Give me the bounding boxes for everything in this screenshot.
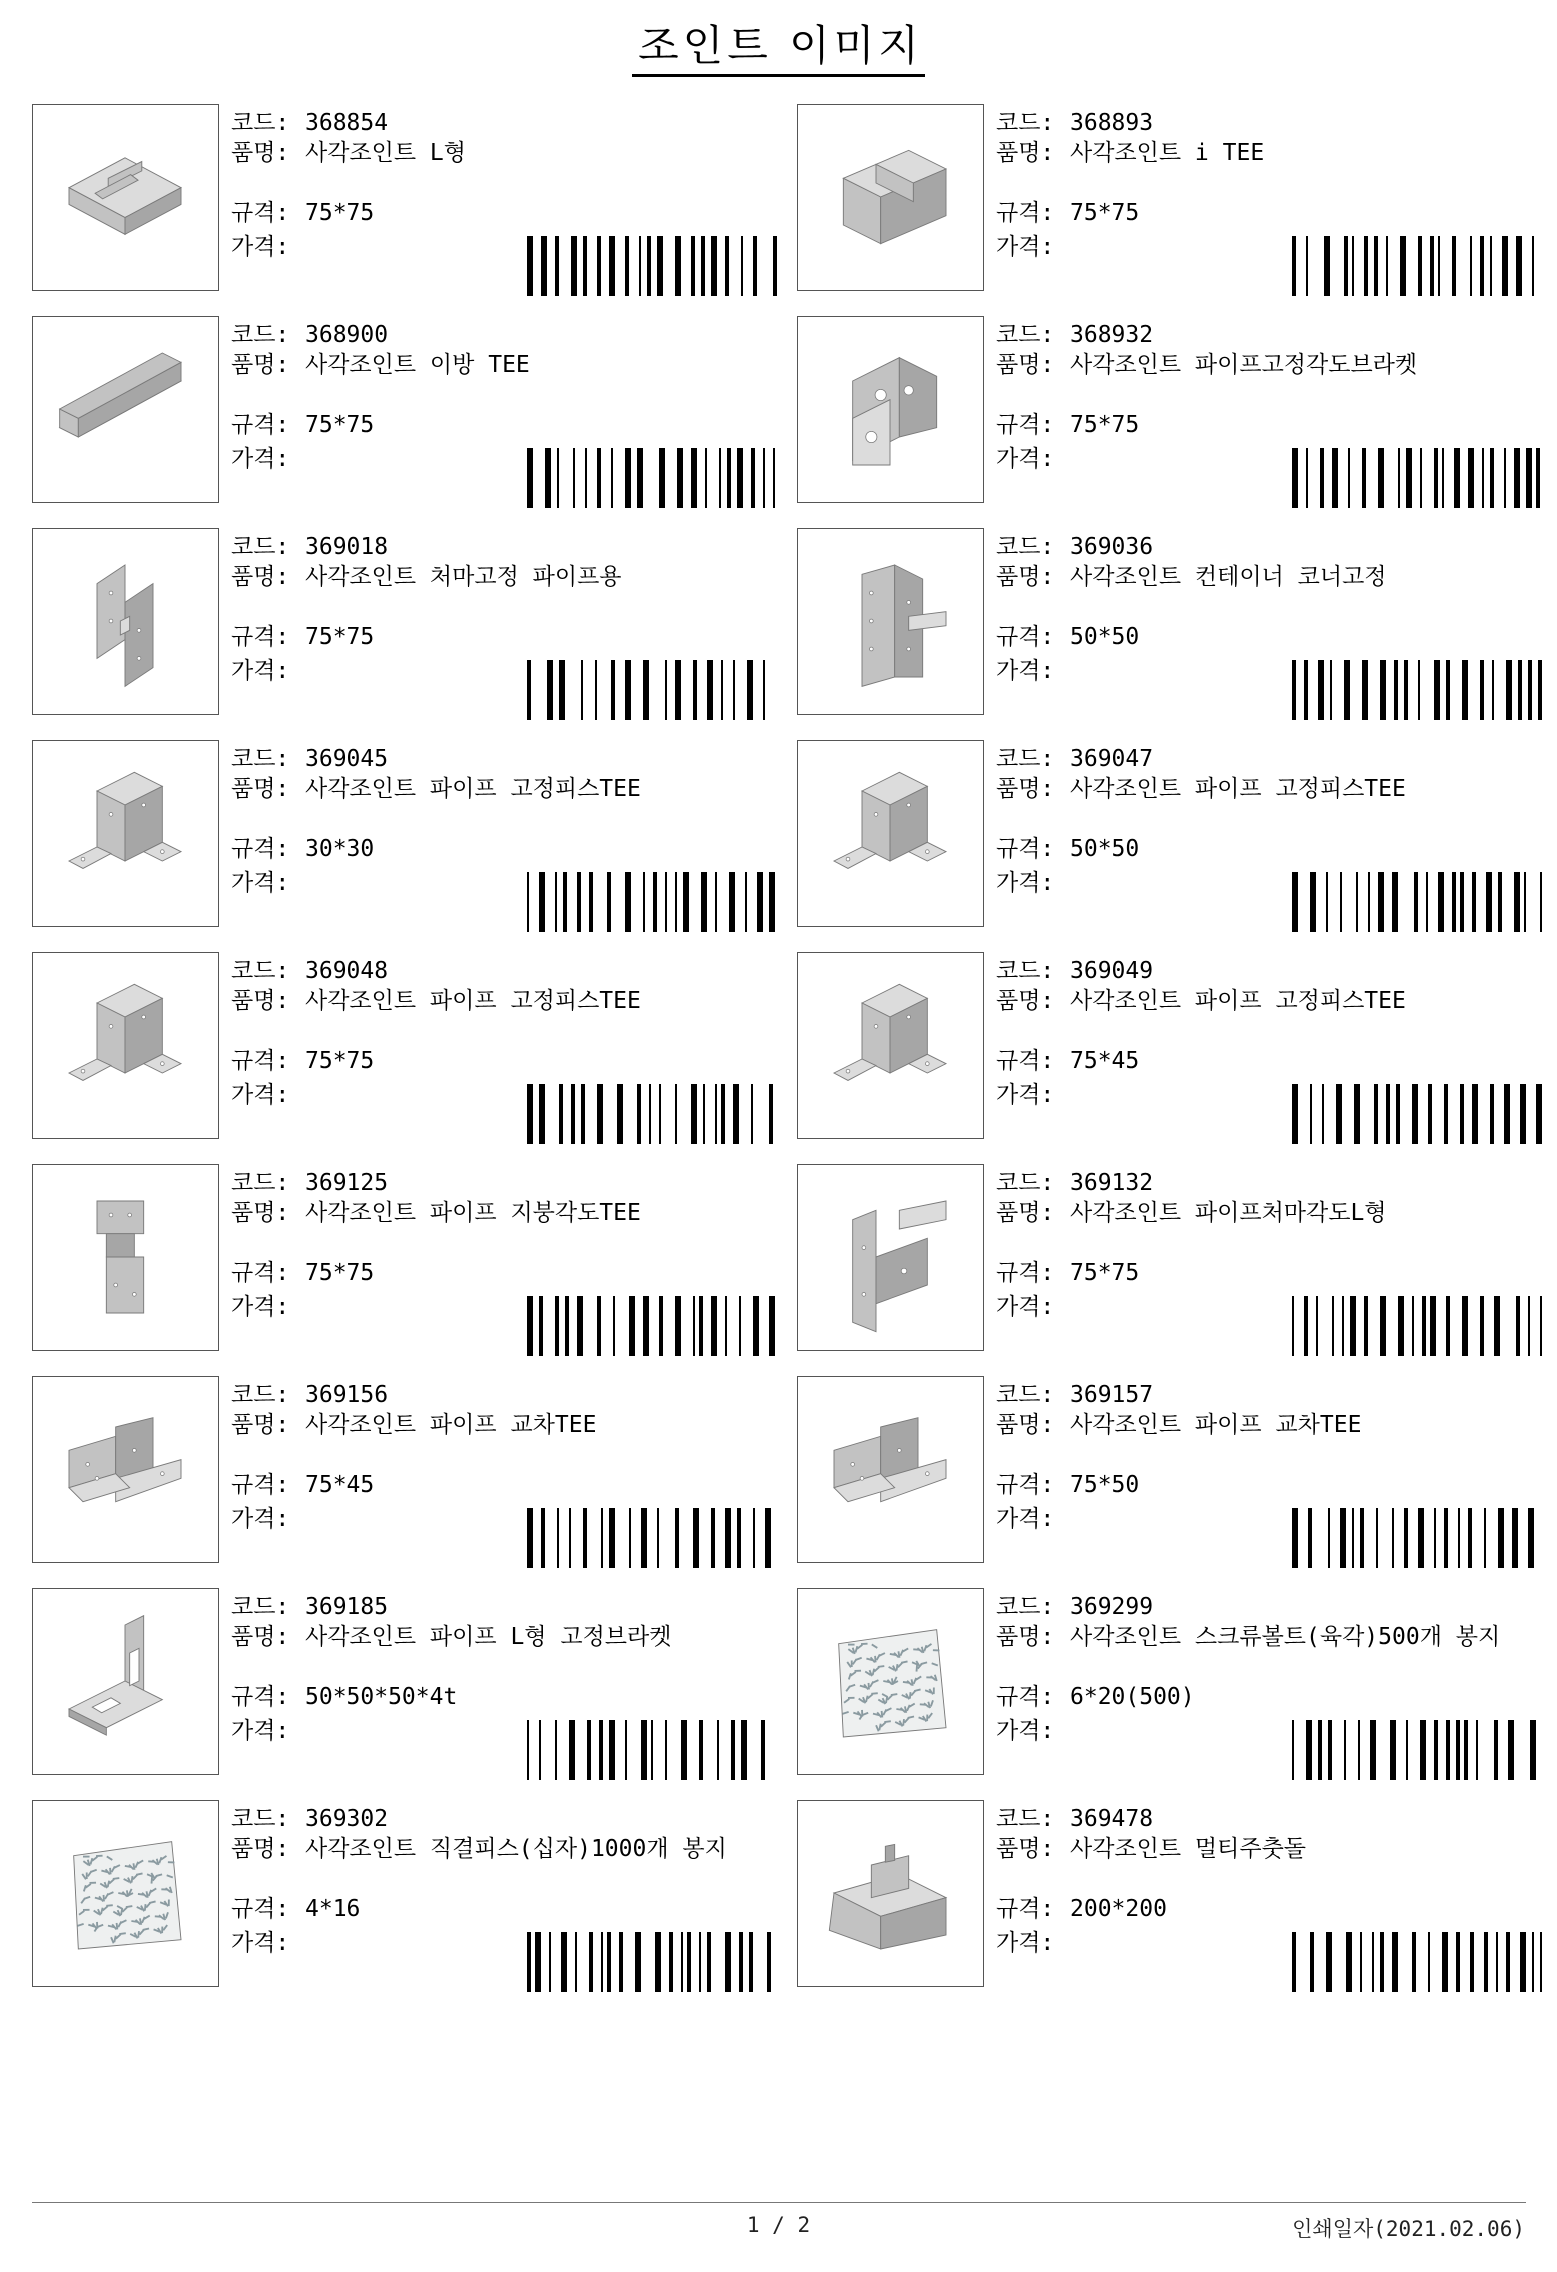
product-price-row [996, 1080, 1070, 1111]
spec-label: 규격: [996, 1896, 1055, 1922]
product-spec: 75*75 [305, 1260, 375, 1286]
product-spec-row [231, 1682, 457, 1713]
price-label: 가격: [996, 1718, 1055, 1744]
product-code-row [996, 956, 1153, 987]
l-fix-bracket-icon [41, 1597, 209, 1765]
product-code-row [231, 956, 388, 987]
product-image [797, 104, 984, 291]
price-label: 가격: [231, 870, 290, 896]
barcode [527, 1720, 777, 1780]
product-name-row [996, 986, 1406, 1017]
screw-bag-icon [41, 1809, 209, 1977]
product-name-row [996, 138, 1264, 169]
name-label: 품명: [231, 1200, 290, 1226]
barcode [527, 1508, 777, 1568]
product-spec: 50*50 [1070, 836, 1140, 862]
code-label: 코드: [231, 1594, 290, 1620]
product-card [32, 1588, 777, 1778]
product-image [797, 1588, 984, 1775]
product-price-row [231, 656, 305, 687]
spec-label: 규격: [996, 836, 1055, 862]
price-label: 가격: [996, 1294, 1055, 1320]
barcode [527, 1084, 777, 1144]
product-spec-row [996, 1258, 1139, 1289]
product-card [32, 528, 777, 718]
product-price-row [996, 444, 1070, 475]
product-spec-row [231, 1258, 374, 1289]
product-spec: 75*75 [305, 412, 375, 438]
product-image [32, 316, 219, 503]
name-label: 품명: [996, 1836, 1055, 1862]
product-spec: 200*200 [1070, 1896, 1167, 1922]
product-name-row [231, 138, 466, 169]
spec-label: 규격: [996, 1472, 1055, 1498]
product-code-row [996, 108, 1153, 139]
screw-bag-icon [806, 1597, 974, 1765]
code-label: 코드: [231, 1382, 290, 1408]
product-code-row [996, 1380, 1153, 1411]
product-image [797, 316, 984, 503]
name-label: 품명: [231, 1412, 290, 1438]
product-image [32, 1376, 219, 1563]
product-spec-row [996, 410, 1139, 441]
product-code-row [231, 1804, 388, 1835]
product-code: 369049 [1070, 958, 1154, 984]
product-spec: 50*50*50*4t [305, 1684, 458, 1710]
code-label: 코드: [996, 534, 1055, 560]
product-name: 사각조인트 파이프 교차TEE [1070, 1412, 1362, 1438]
product-spec: 6*20(500) [1070, 1684, 1195, 1710]
pipe-fix-tee-icon [806, 961, 974, 1129]
name-label: 품명: [996, 564, 1055, 590]
product-image [32, 952, 219, 1139]
footer-divider [32, 2202, 1526, 2203]
product-name-row [231, 1410, 596, 1441]
product-spec: 75*75 [305, 1048, 375, 1074]
product-image [797, 740, 984, 927]
product-spec: 75*75 [1070, 412, 1140, 438]
product-image [32, 104, 219, 291]
multi-footing-icon [806, 1809, 974, 1977]
code-label: 코드: [231, 1170, 290, 1196]
product-name-row [231, 562, 622, 593]
product-name-row [996, 562, 1387, 593]
product-card [32, 1376, 777, 1566]
product-price-row [231, 1504, 305, 1535]
product-image [32, 1164, 219, 1351]
price-label: 가격: [996, 870, 1055, 896]
product-card [797, 1588, 1542, 1778]
pipe-fix-tee-icon [41, 961, 209, 1129]
name-label: 품명: [231, 564, 290, 590]
product-code-row [231, 1168, 388, 1199]
code-label: 코드: [231, 1806, 290, 1832]
spec-label: 규격: [996, 200, 1055, 226]
product-spec-row [996, 834, 1139, 865]
code-label: 코드: [996, 1382, 1055, 1408]
price-label: 가격: [231, 1930, 290, 1956]
product-card [32, 1164, 777, 1354]
name-label: 품명: [996, 1624, 1055, 1650]
code-label: 코드: [996, 958, 1055, 984]
product-card [797, 952, 1542, 1142]
product-spec: 30*30 [305, 836, 375, 862]
barcode [527, 660, 777, 720]
product-name: 사각조인트 파이프 지붕각도TEE [305, 1200, 641, 1226]
price-label: 가격: [231, 1082, 290, 1108]
product-spec: 50*50 [1070, 624, 1140, 650]
product-code-row [996, 1168, 1153, 1199]
spec-label: 규격: [996, 412, 1055, 438]
product-code-row [996, 320, 1153, 351]
product-name-row [231, 774, 641, 805]
product-card [32, 1800, 777, 1990]
barcode [1292, 660, 1542, 720]
product-card [797, 528, 1542, 718]
product-spec-row [231, 198, 374, 229]
product-code: 369185 [305, 1594, 389, 1620]
product-price-row [231, 232, 305, 263]
product-code: 369478 [1070, 1806, 1154, 1832]
barcode [527, 1296, 777, 1356]
spec-label: 규격: [996, 1260, 1055, 1286]
product-spec: 75*45 [305, 1472, 375, 1498]
code-label: 코드: [996, 1594, 1055, 1620]
product-code-row [996, 1804, 1153, 1835]
name-label: 품명: [231, 776, 290, 802]
name-label: 품명: [996, 1200, 1055, 1226]
eave-angle-l-icon [806, 1173, 974, 1341]
product-spec-row [996, 1682, 1195, 1713]
page-title [0, 18, 1557, 77]
name-label: 품명: [231, 988, 290, 1014]
product-name-row [231, 986, 641, 1017]
product-spec-row [231, 1894, 360, 1925]
spec-label: 규격: [231, 1896, 290, 1922]
product-spec-row [231, 1470, 374, 1501]
product-code: 368932 [1070, 322, 1154, 348]
product-name: 사각조인트 스크류볼트(육각)500개 봉지 [1070, 1624, 1501, 1650]
spec-label: 규격: [231, 1260, 290, 1286]
eave-fix-bracket-icon [41, 537, 209, 705]
product-name-row [996, 350, 1417, 381]
product-name: 사각조인트 파이프고정각도브라켓 [1070, 352, 1418, 378]
product-code: 369045 [305, 746, 389, 772]
barcode [527, 872, 777, 932]
pipe-fix-tee-icon [806, 749, 974, 917]
price-label: 가격: [996, 1506, 1055, 1532]
roof-angle-tee-icon [41, 1173, 209, 1341]
product-price-row [231, 1292, 305, 1323]
product-price-row [996, 656, 1070, 687]
product-code-row [231, 108, 388, 139]
product-name: 사각조인트 파이프 고정피스TEE [305, 988, 641, 1014]
product-spec-row [231, 622, 374, 653]
spec-label: 규격: [996, 1048, 1055, 1074]
product-price-row [996, 1716, 1070, 1747]
barcode [1292, 1084, 1542, 1144]
product-code: 369048 [305, 958, 389, 984]
product-price-row [231, 444, 305, 475]
product-price-row [231, 1080, 305, 1111]
price-label: 가격: [231, 1718, 290, 1744]
spec-label: 규격: [231, 200, 290, 226]
product-code: 369157 [1070, 1382, 1154, 1408]
code-label: 코드: [231, 746, 290, 772]
product-code-row [231, 320, 388, 351]
product-card [797, 740, 1542, 930]
product-price-row [996, 1292, 1070, 1323]
product-name: 사각조인트 i TEE [1070, 140, 1265, 166]
pipe-angle-bracket-icon [806, 325, 974, 493]
name-label: 품명: [996, 776, 1055, 802]
product-name-row [996, 1410, 1361, 1441]
product-code-row [996, 1592, 1153, 1623]
name-label: 품명: [996, 988, 1055, 1014]
product-code: 369018 [305, 534, 389, 560]
print-date: 인쇄일자(2021.02.06) [1292, 2217, 1525, 2241]
product-name: 사각조인트 파이프 L형 고정브라켓 [305, 1624, 672, 1650]
product-spec-row [996, 1046, 1139, 1077]
product-name: 사각조인트 파이프 교차TEE [305, 1412, 597, 1438]
product-card [32, 316, 777, 506]
product-name: 사각조인트 이방 TEE [305, 352, 530, 378]
product-code-row [231, 744, 388, 775]
product-code-row [231, 1592, 388, 1623]
spec-label: 규격: [996, 1684, 1055, 1710]
code-label: 코드: [996, 322, 1055, 348]
square-joint-l-icon [41, 113, 209, 281]
page-title-text: 조인트 이미지 [632, 18, 925, 77]
barcode [527, 236, 777, 296]
spec-label: 규격: [231, 1472, 290, 1498]
product-price-row [996, 232, 1070, 263]
product-name-row [231, 1198, 641, 1229]
product-card [797, 1164, 1542, 1354]
product-image [797, 952, 984, 1139]
product-code: 369132 [1070, 1170, 1154, 1196]
product-card [797, 316, 1542, 506]
product-image [797, 1164, 984, 1351]
product-spec: 75*75 [305, 200, 375, 226]
price-label: 가격: [996, 1930, 1055, 1956]
barcode [1292, 1296, 1542, 1356]
product-name: 사각조인트 멀티주춧돌 [1070, 1836, 1307, 1862]
product-name: 사각조인트 파이프 고정피스TEE [1070, 776, 1406, 802]
product-card [797, 1800, 1542, 1990]
name-label: 품명: [996, 140, 1055, 166]
price-label: 가격: [231, 446, 290, 472]
product-image [797, 528, 984, 715]
product-name: 사각조인트 직결피스(십자)1000개 봉지 [305, 1836, 727, 1862]
barcode [1292, 448, 1542, 508]
price-label: 가격: [231, 658, 290, 684]
product-image [32, 1800, 219, 1987]
product-name: 사각조인트 파이프처마각도L형 [1070, 1200, 1387, 1226]
cross-tee-icon [41, 1385, 209, 1553]
product-name-row [231, 1622, 671, 1653]
page-number: 1 / 2 [746, 2213, 811, 2237]
container-corner-icon [806, 537, 974, 705]
price-label: 가격: [996, 658, 1055, 684]
product-code: 369302 [305, 1806, 389, 1832]
name-label: 품명: [996, 1412, 1055, 1438]
product-spec-row [231, 410, 374, 441]
product-name: 사각조인트 파이프 고정피스TEE [1070, 988, 1406, 1014]
barcode [1292, 236, 1542, 296]
product-name: 사각조인트 L형 [305, 140, 467, 166]
code-label: 코드: [231, 534, 290, 560]
spec-label: 규격: [996, 624, 1055, 650]
product-code: 369036 [1070, 534, 1154, 560]
code-label: 코드: [996, 1170, 1055, 1196]
product-spec: 75*50 [1070, 1472, 1140, 1498]
product-name-row [996, 1834, 1306, 1865]
product-price-row [231, 868, 305, 899]
code-label: 코드: [996, 1806, 1055, 1832]
product-spec: 75*75 [305, 624, 375, 650]
spec-label: 규격: [231, 412, 290, 438]
name-label: 품명: [231, 1836, 290, 1862]
product-spec: 75*45 [1070, 1048, 1140, 1074]
product-name-row [996, 1622, 1500, 1653]
product-spec-row [996, 1894, 1167, 1925]
product-code: 368854 [305, 110, 389, 136]
product-card [797, 104, 1542, 294]
price-label: 가격: [231, 234, 290, 260]
product-code: 369156 [305, 1382, 389, 1408]
product-spec-row [231, 1046, 374, 1077]
barcode [527, 448, 777, 508]
product-spec: 75*75 [1070, 1260, 1140, 1286]
spec-label: 규격: [231, 1048, 290, 1074]
square-joint-i-tee-icon [806, 113, 974, 281]
product-spec-row [996, 1470, 1139, 1501]
product-card [32, 740, 777, 930]
barcode [1292, 1932, 1542, 1992]
product-name: 사각조인트 파이프 고정피스TEE [305, 776, 641, 802]
product-price-row [231, 1716, 305, 1747]
product-code: 369299 [1070, 1594, 1154, 1620]
name-label: 품명: [231, 1624, 290, 1650]
spec-label: 규격: [231, 836, 290, 862]
price-label: 가격: [231, 1294, 290, 1320]
price-label: 가격: [996, 1082, 1055, 1108]
product-image [32, 528, 219, 715]
code-label: 코드: [231, 110, 290, 136]
product-name-row [231, 350, 530, 381]
product-code: 368900 [305, 322, 389, 348]
product-price-row [996, 1504, 1070, 1535]
product-code: 369047 [1070, 746, 1154, 772]
two-way-tee-icon [41, 325, 209, 493]
barcode [1292, 1720, 1542, 1780]
product-image [797, 1800, 984, 1987]
name-label: 품명: [231, 352, 290, 378]
name-label: 품명: [996, 352, 1055, 378]
product-spec-row [231, 834, 374, 865]
spec-label: 규격: [231, 1684, 290, 1710]
product-card [32, 104, 777, 294]
product-code: 369125 [305, 1170, 389, 1196]
product-image [797, 1376, 984, 1563]
price-label: 가격: [231, 1506, 290, 1532]
product-name: 사각조인트 컨테이너 코너고정 [1070, 564, 1387, 590]
product-name-row [996, 774, 1406, 805]
product-price-row [996, 1928, 1070, 1959]
product-name-row [231, 1834, 727, 1865]
price-label: 가격: [996, 234, 1055, 260]
price-label: 가격: [996, 446, 1055, 472]
code-label: 코드: [231, 958, 290, 984]
product-code-row [231, 532, 388, 563]
product-price-row [996, 868, 1070, 899]
barcode [1292, 1508, 1542, 1568]
product-spec: 4*16 [305, 1896, 361, 1922]
product-price-row [231, 1928, 305, 1959]
barcode [1292, 872, 1542, 932]
product-image [32, 740, 219, 927]
product-spec: 75*75 [1070, 200, 1140, 226]
product-code-row [231, 1380, 388, 1411]
code-label: 코드: [231, 322, 290, 348]
code-label: 코드: [996, 110, 1055, 136]
product-image [32, 1588, 219, 1775]
name-label: 품명: [231, 140, 290, 166]
cross-tee-icon [806, 1385, 974, 1553]
product-spec-row [996, 622, 1139, 653]
product-name: 사각조인트 처마고정 파이프용 [305, 564, 622, 590]
product-name-row [996, 1198, 1387, 1229]
product-card [32, 952, 777, 1142]
pipe-fix-tee-icon [41, 749, 209, 917]
code-label: 코드: [996, 746, 1055, 772]
barcode [527, 1932, 777, 1992]
product-card [797, 1376, 1542, 1566]
spec-label: 규격: [231, 624, 290, 650]
product-code-row [996, 744, 1153, 775]
product-code: 368893 [1070, 110, 1154, 136]
product-spec-row [996, 198, 1139, 229]
product-code-row [996, 532, 1153, 563]
